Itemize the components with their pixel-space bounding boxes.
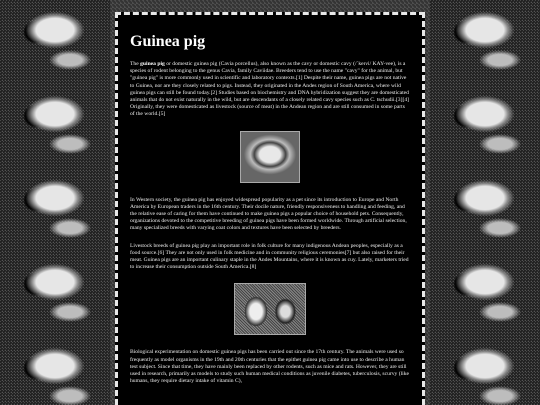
page-title: Guinea pig (130, 33, 206, 50)
background-tile-right (430, 0, 540, 405)
paragraph-pets: In Western society, the guinea pig has enjoyed widespread popularity as a pet since its introduction to Europe and North America by European traders in the 16th century. Their docile nature, friendly responsiveness to handling and feeding, and the relative ease of caring for them have continued to make guinea pigs a popular choice of household pets. Consequently, organizations devoted to the competitive breeding of guinea pigs have been formed worldwide. Through artificial selection, many specialized breeds with varying coat colors and textures have been selected by breeders. (130, 196, 407, 232)
intro-prefix: The (130, 61, 141, 67)
intro-rest: or domestic guinea pig (Cavia porcellus), also known as the cavy or domestic cavy (/ˈkeɪvi/ KAY-vee), is a species of rodent belonging to the genus Cavia, family Caviidae. Breeders tend to use the name "cavy" for the animal, but "guinea pig" is more commonly used in scientific and laboratory contexts.[1] Despite their name, guinea pigs are not native to Guinea, nor are they closely related to pigs. Instead, they originated in the Andes region of South America, where wild guinea pigs can still be found today.[2] Studies based on biochemistry and DNA hybridization suggest they are domesticated animals that do not exist naturally in the wild, but are descendants of a closely related cavy species such as C. tschudii.[3][4] Originally, they were domesticated as livestock (source of meat) in the Andean region and are still consumed in some parts of the world.[5] (130, 61, 409, 118)
intro-bold-term: guinea pig (140, 61, 165, 67)
paragraph-research: Biological experimentation on domestic guinea pigs has been carried out since the 17th century. The animals were used so frequently as model organisms in the 19th and 20th centuries that the epithet guinea pig came into use to describe a human test subject. Since that time, they have mainly been replaced by other rodents, such as mice and rats. However, they are still used in research, primarily as models to study such human medical conditions as juvenile diabetes, tuberculosis, scurvy (like humans, they require dietary intake of vitamin C), (130, 349, 409, 385)
article-panel (115, 12, 425, 405)
paragraph-intro (130, 61, 410, 119)
background-tile-left (0, 0, 110, 405)
guinea-pig-photo (240, 131, 300, 183)
paragraph-livestock: Livestock breeds of guinea pig play an important role in folk culture for many indigenous Andean peoples, especially as a food source.[6] They are not only used in folk medicine and in community religious ceremonies[7] but also raised for their meat. Guinea pigs are an important culinary staple in the Andes Mountains, where it is known as cuy. Lately, marketers tried to increase their consumption outside South America.[8] (130, 242, 409, 271)
guinea-pigs-pair-photo (234, 283, 306, 335)
